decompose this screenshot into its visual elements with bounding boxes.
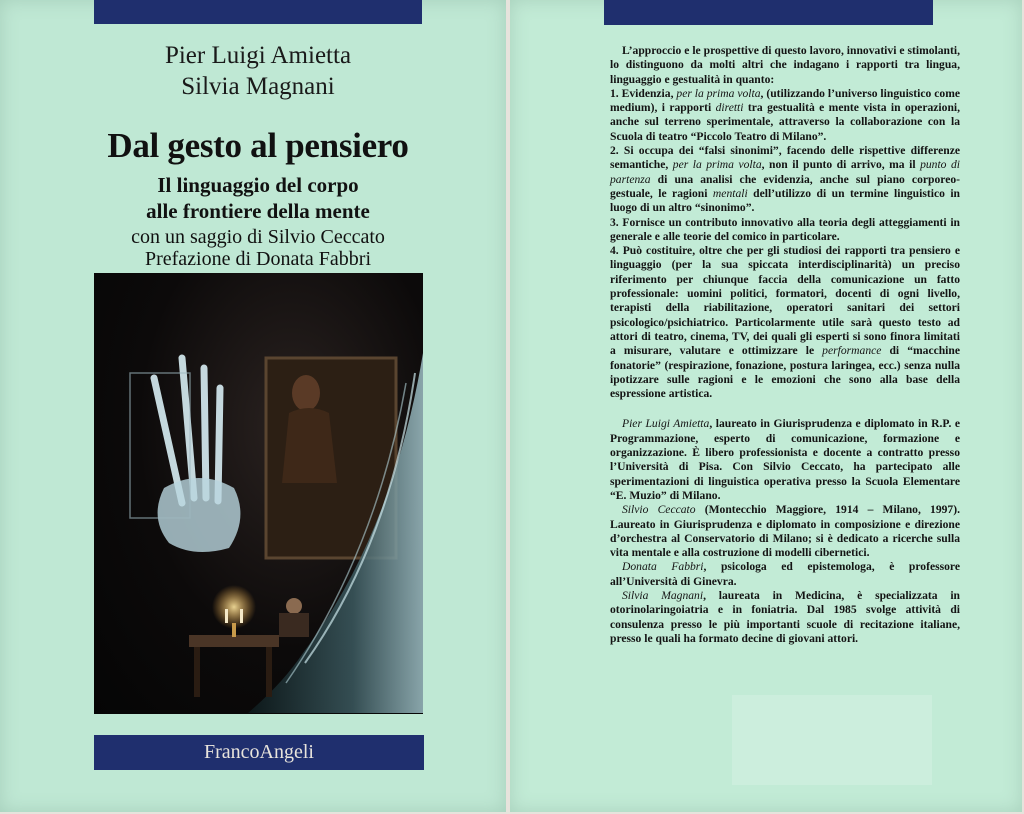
publisher-name: FrancoAngeli (204, 741, 314, 763)
top-color-band (94, 0, 422, 24)
cover-photo (94, 273, 423, 714)
author-name: Silvia Magnani (181, 73, 335, 100)
subtitle-line: alle frontiere della mente (146, 199, 370, 223)
subtitle-line: Il linguaggio del corpo (157, 173, 359, 197)
point-3: 3. Fornisce un contributo innovativo alla teoria degli atteggiamenti in generale e alle teorie del comico in particolare. (610, 215, 960, 243)
point-4: 4. Può costituire, oltre che per gli studiosi dei rapporti tra pensiero e linguaggio (per la sua spiccata interdisciplinarità) un preciso riferimento per chiunque faccia della comunicazione un fatto professionale: uomini politici, formatori, docenti di ogni livello, terapisti della riabilitazione, operatori sanitari dei settori psicologico/psichiatrico. Particolarmente utile sarà questo testo ad attori di teatro, cinema, TV, dei quali gli esperti si sono finora limitati a misurare, valutare e ottimizzare le performance di “macchine fonatorie” (respirazione, fonazione, postura laringea, ecc.) senza nulla ipotizzare sulle ragioni e le emozioni che sono alla base della espressione artistica. (610, 244, 960, 401)
top-color-band (604, 0, 933, 25)
bio-fabbri: Donata Fabbri, psicologa ed epistemologa, è professore all’Università di Ginevra. (610, 560, 960, 588)
author-name: Pier Luigi Amietta (164, 42, 352, 69)
book-title: Dal gesto al pensiero (107, 126, 409, 165)
essay-credit: con un saggio di Silvio Ceccato (131, 226, 385, 248)
back-cover (510, 0, 1022, 812)
intro-paragraph: L’approccio e le prospettive di questo lavoro, innovativi e stimolanti, lo distinguono da molti altri che indagano i rapporti tra lingua, linguaggio e gestualità in quanto: (610, 44, 960, 86)
bio-magnani: Silvia Magnani, laureata in Medicina, è specializzata in otorinolaringoiatria e in foniatria. Dal 1985 svolge attività di consulenza presso le più importanti scuole di recitazione italiane, presso le quali ha formato decine di giovani attori. (610, 588, 960, 645)
book-subtitle (94, 172, 422, 224)
contributors (94, 226, 422, 270)
point-1: 1. Evidenzia, per la prima volta, (utilizzando l’universo linguistico come medium), i rapporti diretti tra gestualità e mente vista in operazioni, anche sul terreno sperimentale, attraverso la collaborazione con la Scuola di teatro “Piccolo Teatro di Milano”. (610, 86, 961, 143)
price-sticker-area (732, 695, 932, 785)
back-cover-text (610, 44, 960, 646)
bio-ceccato: Silvio Ceccato (Montecchio Maggiore, 1914 – Milano, 1997). Laureato in Giurisprudenza e diplomato in composizione e direzione d’orchestra al Conservatorio di Milano; si è dedicato a ricerche sulla vita mentale e alla costruzione di modelli cibernetici. (610, 503, 960, 560)
bio-amietta: Pier Luigi Amietta, laureato in Giurisprudenza e diplomato in R.P. e Programmazione, esperto di comunicazione, formazione e organizzazione. È libero professionista e docente a contratto presso l’Università di Pisa. Con Silvio Ceccato, ha partecipato alle sperimentazioni di linguistica operativa presso la Scuola Elementare “E. Muzio” di Milano. (610, 417, 960, 502)
point-2: 2. Si occupa dei “falsi sinonimi”, facendo delle rispettive differenze semantiche, per la prima volta, non il punto di arrivo, ma il punto di partenza di una analisi che evidenzia, anche sul piano corporeo-gestuale, le ragioni mentali dell’utilizzo di un termine linguistico in luogo di un altro “sinonimo”. (610, 144, 960, 215)
authors (94, 40, 422, 102)
front-cover (0, 0, 506, 812)
stage-scene-illustration (94, 273, 423, 714)
preface-credit: Prefazione di Donata Fabbri (144, 248, 372, 270)
